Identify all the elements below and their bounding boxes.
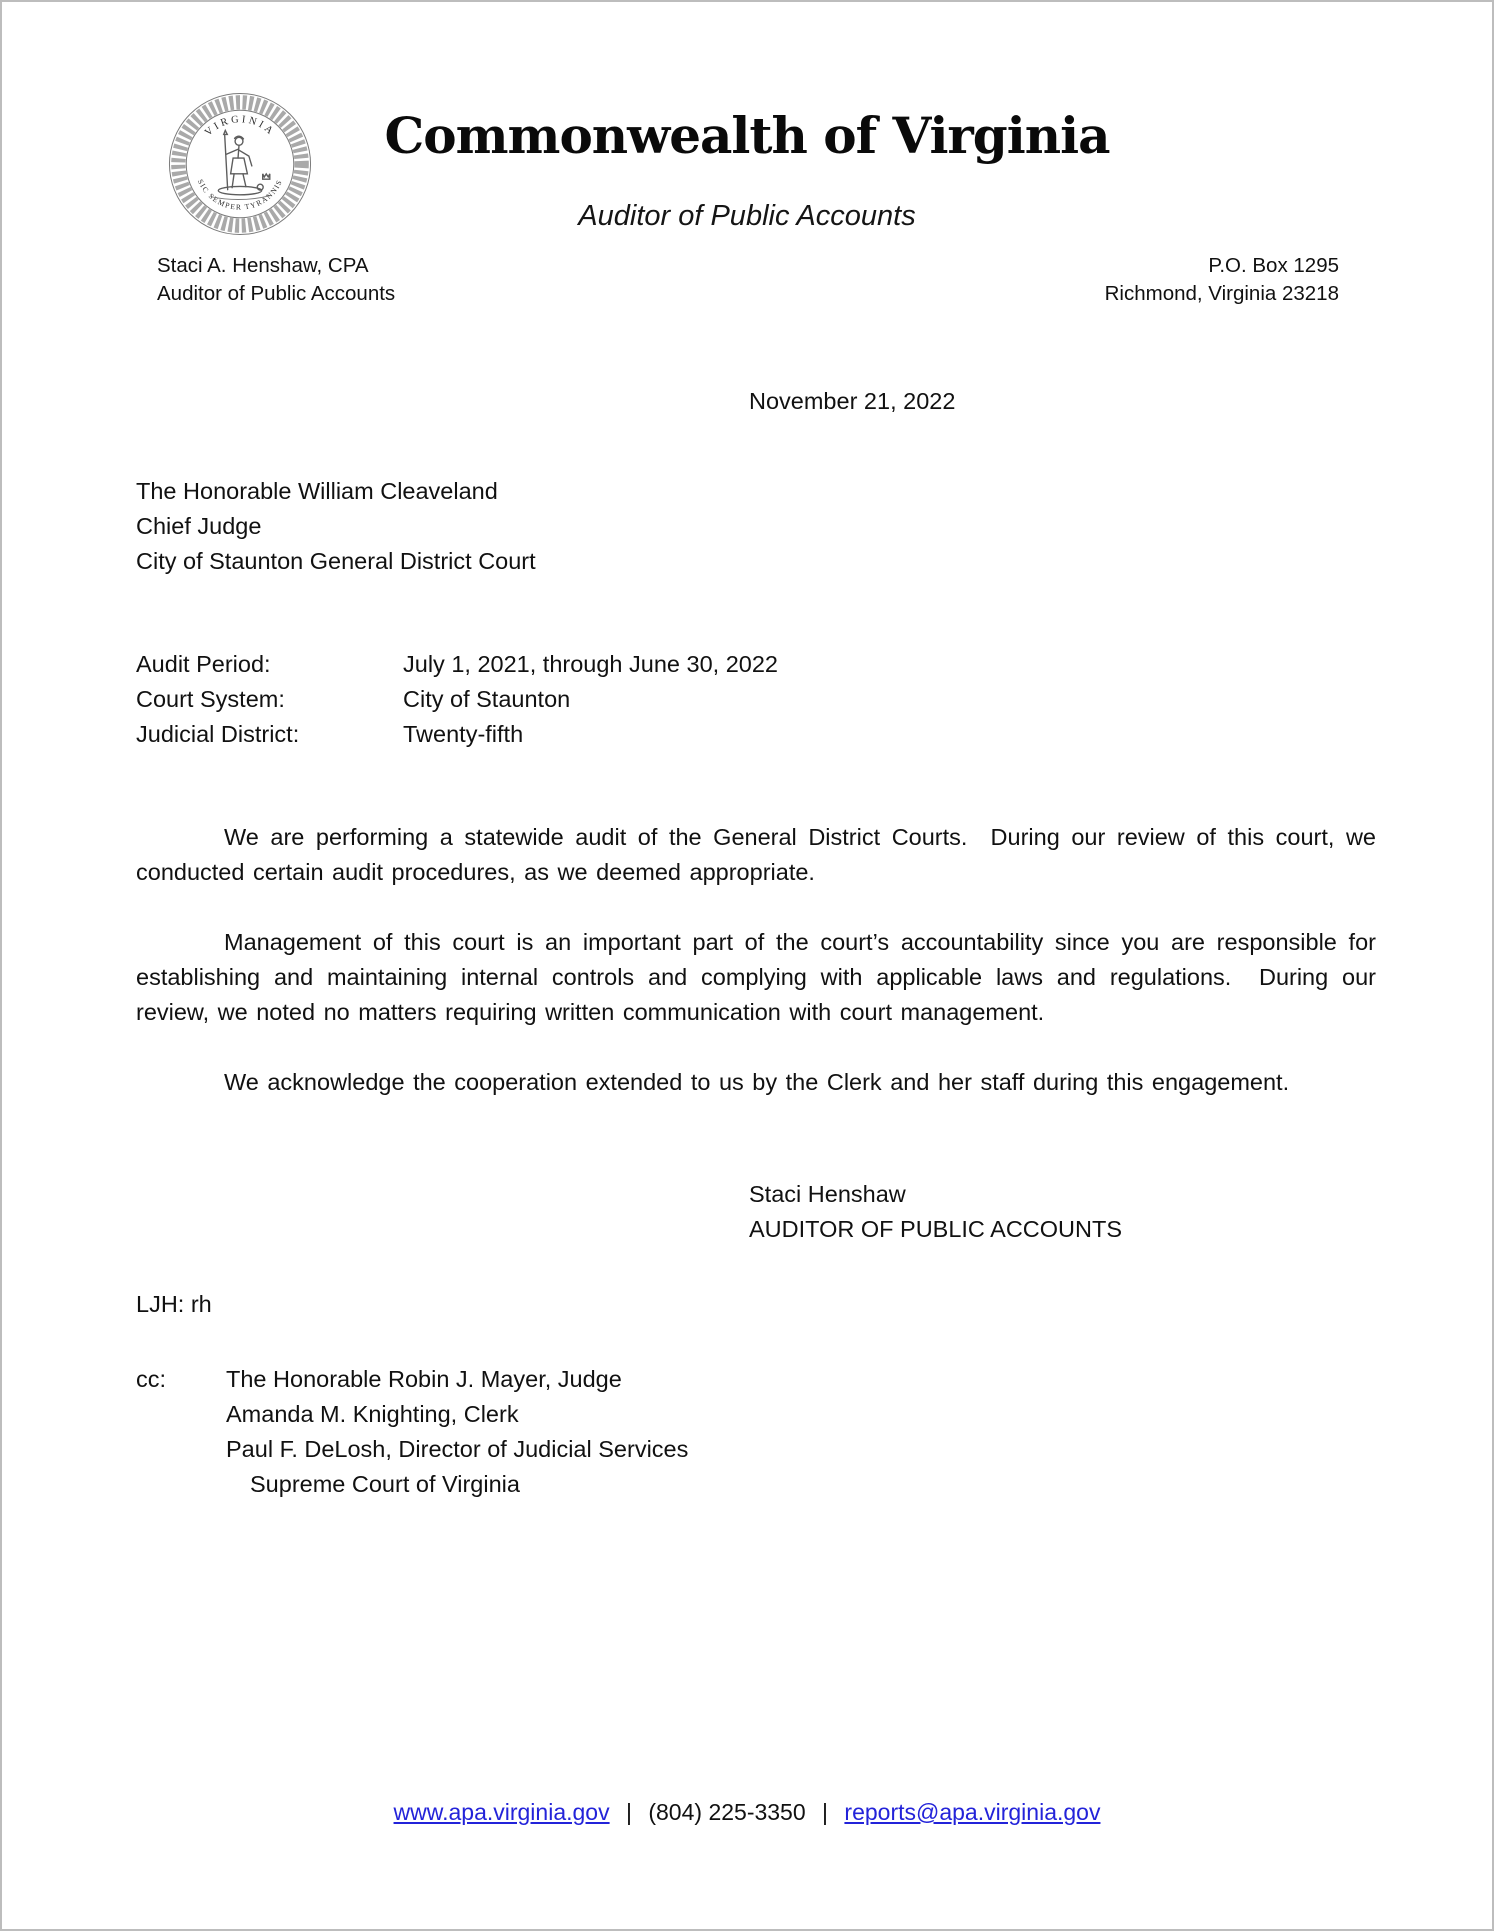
office-address-block <box>1105 252 1339 308</box>
signature-block <box>749 1177 1376 1247</box>
court-system-row <box>136 682 1376 717</box>
paragraph-audit-scope: We are performing a statewide audit of the General District Courts. During our review of this court, we conducted certain audit procedures, as we deemed appropriate. <box>136 824 1385 885</box>
cc-block <box>136 1362 1376 1502</box>
signature-title: AUDITOR OF PUBLIC ACCOUNTS <box>749 1216 1123 1242</box>
letter-body <box>2 384 1492 1502</box>
audit-period-value: July 1, 2021, through June 30, 2022 <box>403 651 778 677</box>
audit-period-row <box>136 647 1376 682</box>
seal-top-lettering: VIRGINIA <box>202 114 278 139</box>
recipient-court-line: City of Staunton General District Court <box>136 548 536 574</box>
recipient-title-line: Chief Judge <box>136 513 262 539</box>
footer-website-link[interactable]: www.apa.virginia.gov <box>393 1799 610 1825</box>
court-system-label: Court System: <box>136 686 285 712</box>
letter-footer <box>2 1799 1492 1826</box>
judicial-district-row <box>136 717 1376 752</box>
judicial-district-label: Judicial District: <box>136 721 300 747</box>
court-system-value: City of Staunton <box>403 686 571 712</box>
seal-fallen-tyrant <box>210 174 270 200</box>
auditor-name: Staci A. Henshaw, CPA <box>157 254 369 277</box>
letterhead <box>2 2 1492 322</box>
cc-label: cc: <box>136 1366 167 1392</box>
audit-period-label: Audit Period: <box>136 651 271 677</box>
cc-name-line: Supreme Court of Virginia <box>250 1471 520 1497</box>
paragraph-acknowledgement: We acknowledge the cooperation extended to us by the Clerk and her staff during this engagement. <box>224 1069 1290 1095</box>
org-subtitle: Auditor of Public Accounts <box>578 200 916 232</box>
letter-date: November 21, 2022 <box>749 388 956 414</box>
typist-initials: LJH: rh <box>136 1291 212 1317</box>
contact-row <box>157 252 1339 308</box>
paragraph-management-responsibility: Management of this court is an important part of the court’s accountability since you are responsible for establishing and maintaining internal controls and complying with applicable laws and regulations. During our review, we noted no matters requiring written communication with court management. <box>136 929 1385 1025</box>
cc-name-line: Amanda M. Knighting, Clerk <box>226 1401 519 1427</box>
auditor-title: Auditor of Public Accounts <box>157 282 396 305</box>
footer-phone: (804) 225-3350 <box>648 1799 806 1825</box>
audit-info-block <box>136 647 1376 752</box>
judicial-district-value: Twenty-fifth <box>403 721 524 747</box>
footer-separator: | <box>625 1799 632 1825</box>
cc-names <box>226 1362 688 1502</box>
seal-bottom-lettering: SIC SEMPER TYRANNIS <box>195 177 285 212</box>
po-box-line: P.O. Box 1295 <box>1208 254 1339 277</box>
footer-email-link[interactable]: reports@apa.virginia.gov <box>844 1799 1101 1825</box>
recipient-block <box>136 474 1376 579</box>
city-state-zip-line: Richmond, Virginia 23218 <box>1104 282 1339 305</box>
auditor-contact-block <box>157 252 395 308</box>
cc-name-line: The Honorable Robin J. Mayer, Judge <box>226 1366 622 1392</box>
recipient-name-line: The Honorable William Cleaveland <box>136 478 498 504</box>
cc-name-line: Paul F. DeLosh, Director of Judicial Services <box>226 1436 689 1462</box>
footer-separator: | <box>822 1799 829 1825</box>
signature-name: Staci Henshaw <box>749 1181 906 1207</box>
org-title: Commonwealth of Virginia <box>384 106 1110 165</box>
